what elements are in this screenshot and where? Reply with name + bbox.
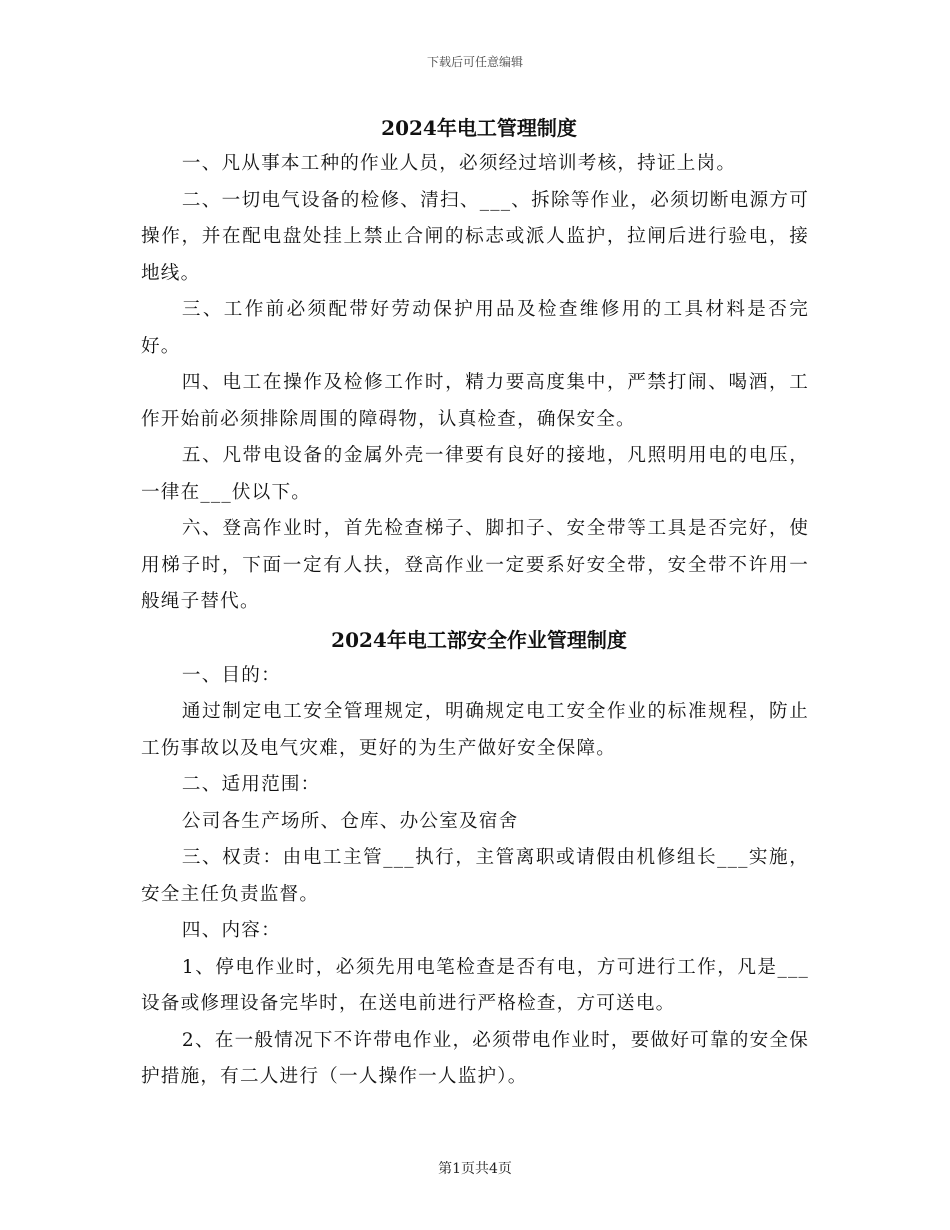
paragraph: 通过制定电工安全管理规定，明确规定电工安全作业的标准规程，防止工伤事故以及电气灾难，更好的为生产做好安全保障。 [141,701,809,759]
paragraph: 二、适用范围： [181,774,321,795]
paragraph: 四、内容： [181,920,281,941]
paragraph: 四、电工在操作及检修工作时，精力要高度集中，严禁打闹、喝酒，工作开始前必须排除周围的障碍物，认真检查，确保安全。 [141,372,809,430]
paragraph: 五、凡带电设备的金属外壳一律要有良好的接地，凡照明用电的电压，一律在___伏以下。 [141,445,809,503]
paragraph: 2、在一般情况下不许带电作业，必须带电作业时，要做好可靠的安全保护措施，有二人进行（一人操作一人监护）。 [141,1029,809,1087]
page-header-note: 下载后可任意编辑 [426,55,523,69]
paragraph: 三、工作前必须配带好劳动保护用品及检查维修用的工具材料是否完好。 [141,299,809,357]
paragraph: 一、凡从事本工种的作业人员，必须经过培训考核，持证上岗。 [181,153,737,174]
paragraph: 1、停电作业时，必须先用电笔检查是否有电，方可进行工作，凡是___设备或修理设备完毕时，在送电前进行严格检查，方可送电。 [141,956,809,1014]
section-title: 2024年电工部安全作业管理制度 [331,627,627,652]
paragraph: 二、一切电气设备的检修、清扫、___、拆除等作业，必须切断电源方可操作，并在配电盘处挂上禁止合闸的标志或派人监护，拉闸后进行验电，接地线。 [141,189,809,284]
paragraph: 六、登高作业时，首先检查梯子、脚扣子、安全带等工具是否完好，使用梯子时，下面一定有人扶，登高作业一定要系好安全带，安全带不许用一般绳子替代。 [141,518,809,612]
paragraph: 一、目的： [181,664,281,686]
paragraph: 三、权责：由电工主管___执行，主管离职或请假由机修组长___实施，安全主任负责监督。 [141,847,809,905]
page-number: 第1页共4页 [438,1161,512,1177]
document-body [141,110,809,1096]
document-title: 2024年电工管理制度 [381,116,577,140]
paragraph: 公司各生产场所、仓库、办公室及宿舍 [181,810,519,832]
